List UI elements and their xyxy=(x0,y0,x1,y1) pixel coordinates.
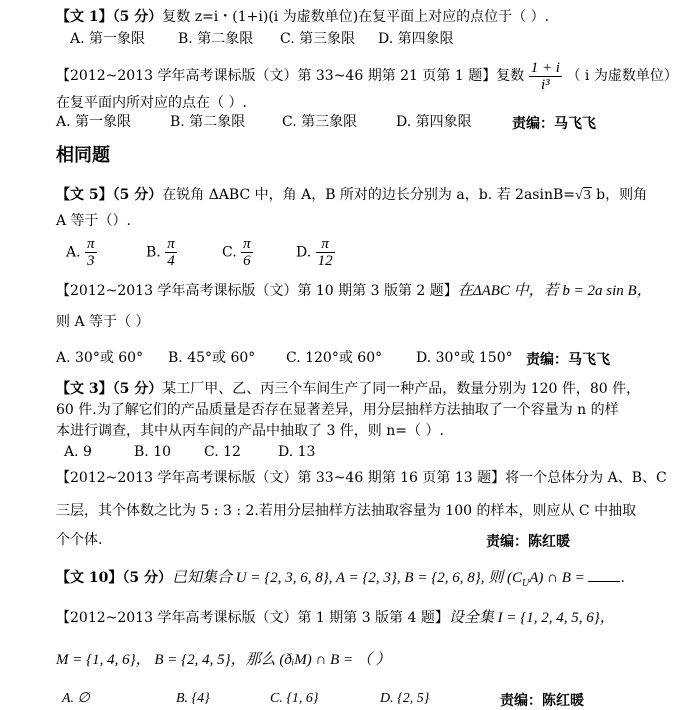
q5-tag: 【文 5】 xyxy=(56,187,113,203)
q5-option-c-num: π xyxy=(243,236,251,252)
q5-stem-a: 在锐角 ΔABC 中，角 A，B 所对的边长分别为 a，b. 若 2asinB= xyxy=(162,187,575,203)
ref5-option-d: D. 30°或 150° xyxy=(416,350,513,366)
ref1-frac-num: 1 + i xyxy=(530,59,560,76)
q5-option-d-den: 12 xyxy=(317,253,333,269)
ref3-line1 xyxy=(56,469,667,487)
q5-option-a-num: π xyxy=(87,236,95,252)
q1-stem: 复数 z=i・(1+i)(i 为虚数单位)在复平面上对应的点位于（ ）. xyxy=(162,9,550,25)
q3-tag: 【文 3】 xyxy=(56,381,113,397)
ref5-stem: 在ΔABC 中，若 b = 2a sin B， xyxy=(457,283,652,299)
ref3-line1-post: 将一个总体分为 A、B、C xyxy=(505,470,667,486)
q5-option-b-num: π xyxy=(167,236,175,252)
q3-option-b: B. 10 xyxy=(134,444,172,460)
ref10-option-c: C. {1, 6} xyxy=(270,691,319,706)
q5-sqrt-val: 3 xyxy=(583,188,591,203)
q5-stem-line xyxy=(56,186,648,205)
ref1-pre: 复数 xyxy=(496,68,525,84)
q10-stem: 已知集合 U = {2, 3, 6, 8}, A = {2, 3}, B = {2, 6, 8}, 则 (C xyxy=(171,570,522,586)
q3-line1-text: 某工厂甲、乙、丙三个车间生产了同一种产品，数量分别为 120 件，80 件， xyxy=(162,381,641,397)
q10-score: （5 分） xyxy=(122,570,172,586)
q3-option-d: D. 13 xyxy=(278,444,316,460)
ref5-line2: 则 A 等于（ ） xyxy=(56,314,150,330)
ref10-line1 xyxy=(56,609,620,627)
q5-option-c-den: 6 xyxy=(243,253,251,269)
ref1-fraction xyxy=(529,60,562,93)
q3-option-c: C. 12 xyxy=(204,444,241,460)
q5-option-b-frac xyxy=(165,236,177,269)
q5-option-a-frac xyxy=(85,236,97,269)
q1-tag: 【文 1】 xyxy=(56,9,113,25)
ref10-option-a: A. ∅ xyxy=(62,691,90,706)
ref3-source: 【2012~2013 学年高考课标版（文）第 33~46 期第 16 页第 13 题】 xyxy=(56,470,506,486)
q1-option-a: A. 第一象限 xyxy=(70,31,146,47)
q1-option-b: B. 第二象限 xyxy=(178,31,254,47)
q5-option-c xyxy=(222,236,253,269)
q10-tag: 【文 10】 xyxy=(56,570,123,586)
ref10-option-b: B. {4} xyxy=(176,691,210,706)
ref3-editor: 责编：陈红暖 xyxy=(486,534,570,550)
q5-option-a-den: 3 xyxy=(87,253,95,269)
q5-option-d-frac xyxy=(316,236,335,269)
ref5-source: 【2012~2013 学年高考课标版（文）第 10 期第 3 版第 2 题】 xyxy=(56,283,458,299)
q10-end: . xyxy=(620,570,625,586)
ref1-line2: 在复平面内所对应的点在（ ）. xyxy=(56,95,247,111)
q5-sqrt: √3 xyxy=(575,188,591,203)
q5-option-d-label: D. xyxy=(296,244,312,261)
section-title: 相同题 xyxy=(56,145,110,166)
ref10-option-d: D. {2, 5} xyxy=(380,691,430,706)
ref1-editor: 责编：马飞飞 xyxy=(512,116,596,132)
q5-option-b xyxy=(146,236,177,269)
q3-line3: 本进行调查，其中从丙车间的产品中抽取了 3 件，则 n=（ ）. xyxy=(56,423,444,439)
ref1-option-a: A. 第一象限 xyxy=(56,114,132,130)
q10-stem-end: A) ∩ B = xyxy=(529,570,589,586)
ref5-editor: 责编：马飞飞 xyxy=(526,352,610,368)
q5-option-d xyxy=(296,236,335,269)
q5-option-a-label: A. xyxy=(66,244,81,261)
ref1-frac-den: i³ xyxy=(541,76,550,93)
ref10-source: 【2012~2013 学年高考课标版（文）第 1 期第 3 版第 4 题】 xyxy=(56,610,449,626)
ref10-editor: 责编：陈红暖 xyxy=(500,693,584,709)
q3-line1 xyxy=(56,380,641,398)
q5-option-b-label: B. xyxy=(146,244,161,261)
q5-score: （5 分） xyxy=(112,187,163,203)
ref1-post: （ i 为虚数单位） xyxy=(566,68,678,84)
q5-option-b-den: 4 xyxy=(167,253,175,269)
ref1-option-b: B. 第二象限 xyxy=(170,114,246,130)
q1-stem-line xyxy=(56,8,620,26)
ref10-line2 xyxy=(56,651,620,669)
ref1-source: 【2012~2013 学年高考课标版（文）第 33~46 期第 21 页第 1 题】 xyxy=(56,68,497,84)
ref5-option-b: B. 45°或 60° xyxy=(168,350,256,366)
q10-sub: U xyxy=(521,577,530,589)
q3-line2: 60 件.为了解它们的产品质量是否存在显著差异，用分层抽样方法抽取了一个容量为 n 的样 xyxy=(56,402,619,418)
ref1-option-d: D. 第四象限 xyxy=(396,114,472,130)
q3-score: （5 分） xyxy=(112,381,163,397)
q1-option-c: C. 第三象限 xyxy=(280,31,356,47)
q1-score: （5 分） xyxy=(112,9,163,25)
q3-option-a: A. 9 xyxy=(64,444,92,460)
q10-stem-line xyxy=(56,569,625,593)
ref5-stem-line xyxy=(56,282,652,300)
q5-option-d-num: π xyxy=(316,236,335,253)
ref5-option-c: C. 120°或 60° xyxy=(286,350,383,366)
q5-option-c-frac xyxy=(241,236,253,269)
ref5-option-a: A. 30°或 60° xyxy=(56,350,144,366)
ref10-line2-text: M = {1, 4, 6}， B = {2, 4, 5}，那么 (ðᵢM) ∩ B = （ ） xyxy=(56,652,391,668)
ref1-option-c: C. 第三象限 xyxy=(282,114,358,130)
ref10-line1-post: 设全集 I = {1, 2, 4, 5, 6}， xyxy=(448,610,615,626)
q5-stem-b: b，则角 xyxy=(591,187,648,203)
q5-option-a xyxy=(66,236,97,269)
q5-line2: A 等于（）. xyxy=(56,213,132,229)
q1-option-d: D. 第四象限 xyxy=(378,31,454,47)
q5-option-c-label: C. xyxy=(222,244,237,261)
q10-answer-blank xyxy=(588,569,620,582)
ref1-stem-line xyxy=(56,56,678,96)
ref3-line2: 三层，其个体数之比为 5 : 3 : 2.若用分层抽样方法抽取容量为 100 的样本，则应从 C 中抽取 xyxy=(56,503,637,519)
ref3-line3: 个个体. xyxy=(56,532,103,548)
